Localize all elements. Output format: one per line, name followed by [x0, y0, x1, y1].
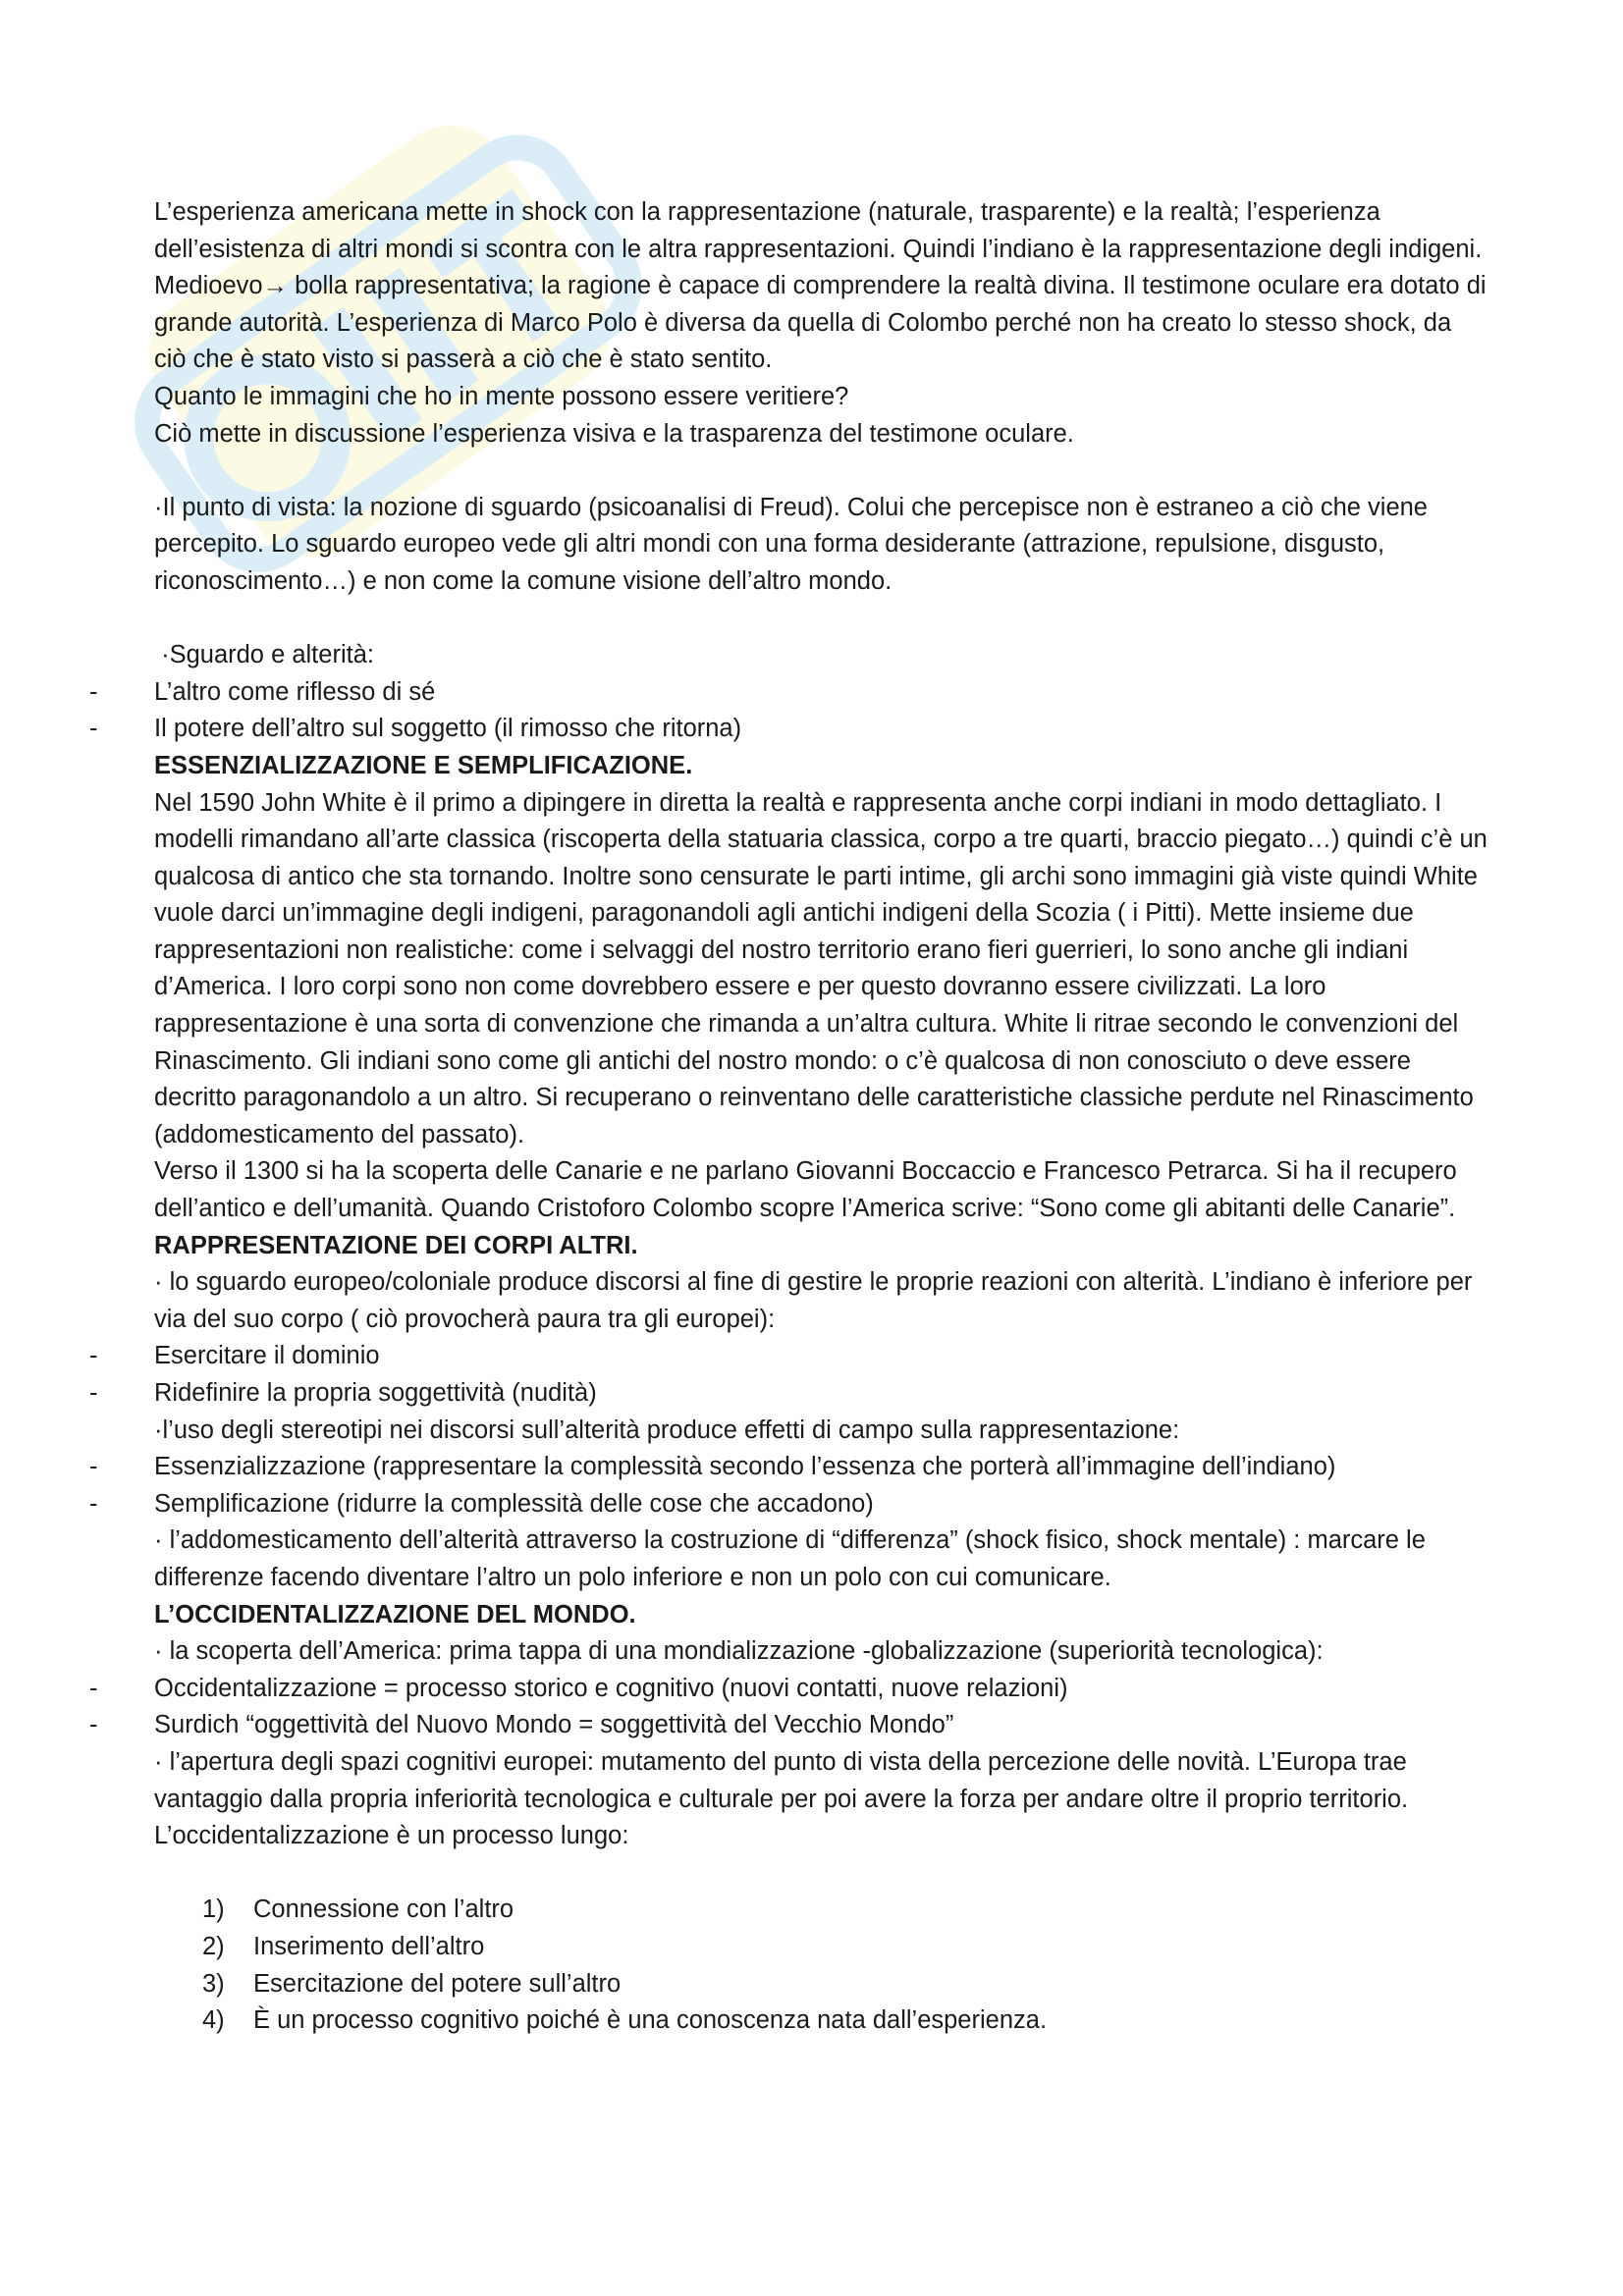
paragraph: Ciò mette in discussione l’esperienza visiva e la trasparenza del testimone oculare. [154, 419, 1074, 448]
dash-bullet: - [89, 1674, 98, 1702]
numbered-list [202, 1892, 1489, 2039]
paragraph: · lo sguardo europeo/coloniale produce discorsi al fine di gestire le proprie reazioni con alterità. L’indiano è inferiore per via del suo corpo ( ciò provocherà paura tra gli europei): [154, 1268, 1473, 1333]
spacer [154, 453, 1489, 490]
paragraph: Medioevo→ bolla rappresentativa; la ragione è capace di comprendere la realtà divina. Il testimone oculare era dotato di grande autorità. L’esperienza di Marco Polo è diversa da quella di Colombo perché non ha creato lo stesso shock, da ciò che è stato visto si passerà a ciò che è stato sentito. [154, 272, 1487, 374]
rappresentazione-list-2 [89, 1449, 1489, 1522]
list-item: - Semplificazione (ridurre la complessità delle cose che accadono) [154, 1486, 1489, 1523]
spacer [154, 1855, 1489, 1893]
paragraph: Quanto le immagini che ho in mente possono essere veritiere? [154, 382, 849, 410]
rappresentazione-list-1 [89, 1338, 1489, 1412]
section-heading-rappresentazione: RAPPRESENTAZIONE DEI CORPI ALTRI. [154, 1231, 638, 1259]
paragraph: · la scoperta dell’America: prima tappa di una mondializzazione -globalizzazione (superiorità tecnologica): [154, 1637, 1324, 1666]
document-page [89, 194, 1489, 2040]
dash-bullet: - [89, 1711, 98, 1739]
numbered-item: 2) Inserimento dell’altro [202, 1932, 485, 1960]
paragraph: · l’apertura degli spazi cognitivi europei: mutamento del punto di vista della percezione delle novità. L’Europa trae vantaggio dalla propria inferiorità tecnologica e culturale per poi avere la forza per andare oltre il proprio territorio. L’occidentalizzazione è un processo lungo: [154, 1747, 1409, 1850]
intro-section [154, 194, 1489, 453]
occidentalizzazione-list [89, 1671, 1489, 1744]
paragraph-punto-di-vista: ·Il punto di vista: la nozione di sguardo (psicoanalisi di Freud). Colui che percepisce non è estraneo a ciò che viene percepito. Lo sguardo europeo vede gli altri mondi con una forma desiderante (attrazione, repulsione, disgusto, riconoscimento…) e non come la comune visione dell’altro mondo. [154, 493, 1428, 595]
dash-bullet: - [89, 677, 98, 706]
section-heading-occidentalizzazione: L’OCCIDENTALIZZAZIONE DEL MONDO. [154, 1600, 636, 1629]
dash-bullet: - [89, 1379, 98, 1407]
dash-bullet: - [89, 1342, 98, 1370]
numbered-item: 4) È un processo cognitivo poiché è una conoscenza nata dall’esperienza. [202, 2006, 1048, 2035]
sguardo-alterita-title: ·Sguardo e alterità: [154, 641, 374, 669]
sguardo-alterita-list [89, 674, 1489, 748]
paragraph: Nel 1590 John White è il primo a dipingere in diretta la realtà e rappresenta anche corpi indiani in modo dettagliato. I modelli rimandano all’arte classica (riscoperta della statuaria classica, corpo a tre quarti, braccio piegato…) quindi c’è un qualcosa di antico che sta tornando. Inoltre sono censurate le parti intime, gli archi sono immagini già viste quindi White vuole darci un’immagine degli indigeni, paragonandoli agli antichi indigeni della Scozia ( i Pitti). Mette insieme due rappresentazioni non realistiche: come i selvaggi del nostro territorio erano fieri guerrieri, lo sono anche gli indiani d’America. I loro corpi sono non come dovrebbero essere e per questo dovranno essere civilizzati. La loro rappresentazione è una sorta di convenzione che rimanda a un’altra cultura. White li ritrae secondo le convenzioni del Rinascimento. Gli indiani sono come gli antichi del nostro mondo: o c’è qualcosa di non conosciuto o deve essere decritto paragonandolo a un altro. Si recuperano o reinventano delle caratteristiche classiche perdute nel Rinascimento (addomesticamento del passato). [154, 788, 1488, 1148]
list-item: - Esercitare il dominio [154, 1338, 1489, 1375]
paragraph: Verso il 1300 si ha la scoperta delle Canarie e ne parlano Giovanni Boccaccio e Francesco Petrarca. Si ha il recupero dell’antico e dell’umanità. Quando Cristoforo Colombo scopre l’America scrive: “Sono come gli abitanti delle Canarie”. [154, 1157, 1457, 1223]
dash-bullet: - [89, 1453, 98, 1481]
list-item: - Occidentalizzazione = processo storico e cognitivo (nuovi contatti, nuove relazioni) [154, 1671, 1489, 1708]
paragraph: L’esperienza americana mette in shock con la rappresentazione (naturale, trasparente) e la realtà; l’esperienza dell’esistenza di altri mondi si scontra con le altra rappresentazioni. Quindi l’indiano è la rappresentazione degli indigeni. [154, 198, 1483, 263]
dash-bullet: - [89, 715, 98, 743]
list-item: - L’altro come riflesso di sé [154, 674, 1489, 712]
list-item: - Surdich “oggettività del Nuovo Mondo = soggettività del Vecchio Mondo” [154, 1707, 1489, 1744]
section-heading-essenzializzazione: ESSENZIALIZZAZIONE E SEMPLIFICAZIONE. [154, 751, 693, 779]
spacer [154, 601, 1489, 638]
list-item: - Essenzializzazione (rappresentare la complessità secondo l’essenza che porterà all’immagine dell’indiano) [154, 1449, 1489, 1486]
paragraph: · l’addomesticamento dell’alterità attraverso la costruzione di “differenza” (shock fisico, shock mentale) : marcare le differenze facendo diventare l’altro un polo inferiore e non un polo con cui comunicare. [154, 1526, 1426, 1591]
list-item: - Ridefinire la propria soggettività (nudità) [154, 1375, 1489, 1413]
numbered-item: 1) Connessione con l’altro [202, 1896, 514, 1924]
numbered-item: 3) Esercitazione del potere sull’altro [202, 1969, 622, 1998]
dash-bullet: - [89, 1489, 98, 1518]
paragraph: ·l’uso degli stereotipi nei discorsi sull’alterità produce effetti di campo sulla rappresentazione: [154, 1415, 1180, 1444]
list-item: - Il potere dell’altro sul soggetto (il rimosso che ritorna) [154, 711, 1489, 748]
